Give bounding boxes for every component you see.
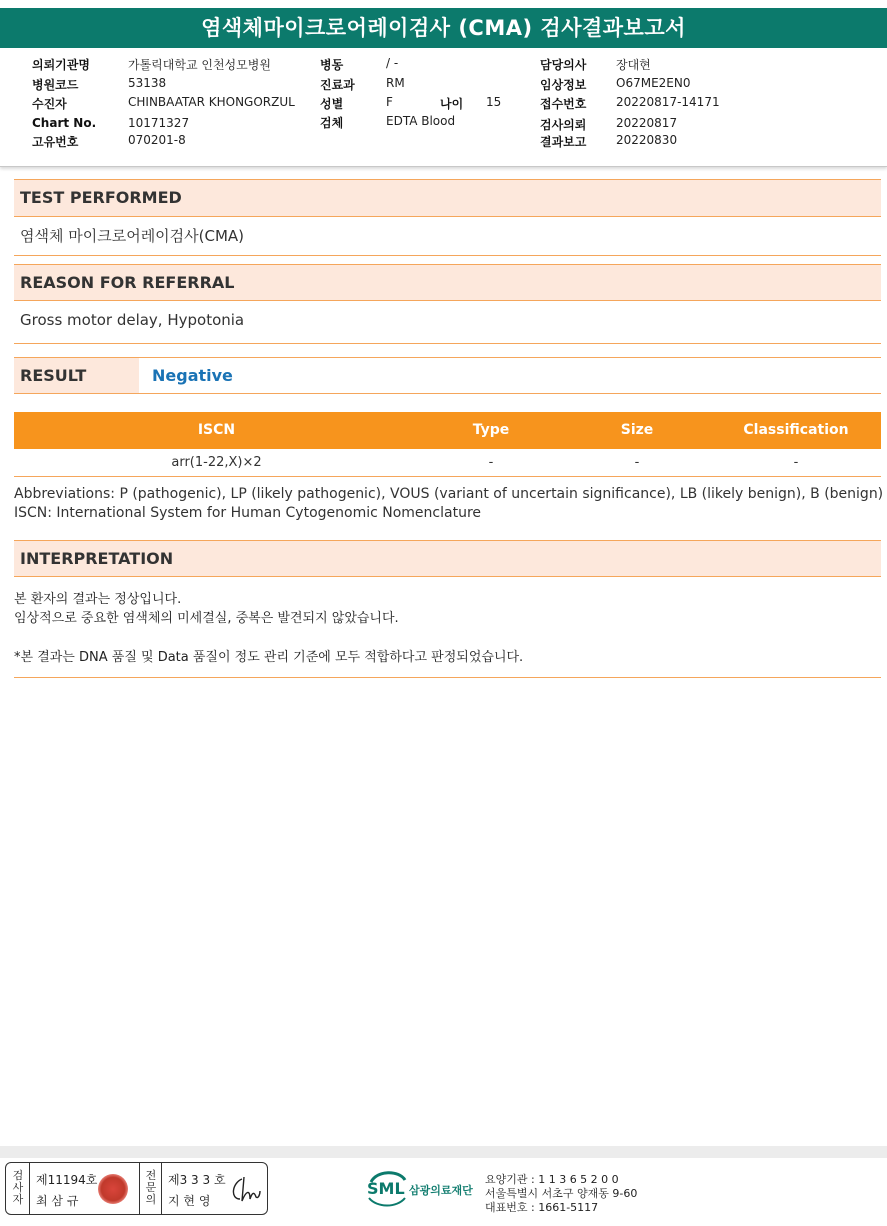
unique-value: 070201-8: [128, 133, 186, 147]
test-performed-heading: TEST PERFORMED: [14, 179, 881, 217]
cell-classification: -: [793, 455, 799, 470]
examiner-char: 검: [12, 1169, 24, 1182]
examiner-seal-icon: [98, 1174, 128, 1204]
specialist-cell: [162, 1163, 267, 1214]
examiner-label-cell: [6, 1163, 30, 1214]
org-address: 서울특별시 서초구 양재동 9-60: [485, 1187, 638, 1200]
results-table-header: [14, 412, 881, 449]
age-label: 나이: [440, 97, 464, 111]
specialist-char: 전: [145, 1169, 157, 1182]
result-value: Negative: [152, 366, 233, 385]
col-classification: Classification: [743, 422, 849, 438]
examiner-char: 자: [12, 1193, 24, 1206]
specialist-name: 지 현 영: [168, 1194, 211, 1208]
specialist-label-cell: [140, 1163, 162, 1214]
org-phone: 대표번호 : 1661-5117: [485, 1201, 599, 1214]
abbreviations-line: Abbreviations: P (pathogenic), LP (likely pathogenic), VOUS (variant of uncertain significance), LB (likely benign), B (benign): [14, 486, 884, 502]
request-value: 20220817: [616, 116, 678, 130]
result-row: [14, 357, 881, 394]
specimen-value: EDTA Blood: [386, 114, 456, 128]
clinical-value: O67ME2EN0: [616, 76, 691, 90]
receipt-label: 접수번호: [540, 97, 587, 111]
divider: [14, 255, 881, 256]
col-size: Size: [620, 422, 654, 438]
test-performed-value: 염색체 마이크로어레이검사(CMA): [20, 227, 245, 245]
cell-type: -: [488, 455, 494, 470]
examiner-no: 제11194호: [36, 1173, 98, 1187]
specialist-char: 의: [145, 1193, 157, 1206]
footer-bar: [0, 1146, 887, 1158]
patient-info-panel: [0, 50, 887, 167]
report-label: 결과보고: [540, 135, 587, 149]
sex-value: F: [386, 95, 393, 109]
logo-text: SML: [367, 1179, 405, 1198]
table-row: [14, 449, 881, 477]
iscn-definition: ISCN: International System for Human Cytogenomic Nomenclature: [14, 505, 482, 521]
sex-label: 성별: [320, 97, 344, 111]
request-label: 검사의뢰: [540, 118, 587, 132]
interpretation-line: 본 환자의 결과는 정상입니다.: [14, 592, 182, 607]
interpretation-note: *본 결과는 DNA 품질 및 Data 품질이 정도 관리 기준에 모두 적합하다고 판정되었습니다.: [14, 650, 524, 665]
divider: [14, 677, 881, 678]
examiner-char: 사: [12, 1181, 24, 1194]
org-code: 요양기관 : 1 1 3 6 5 2 0 0: [485, 1173, 619, 1186]
patient-label: 수진자: [32, 97, 67, 111]
org-name: 삼광의료재단: [409, 1184, 473, 1197]
report-title: 염색체마이크로어레이검사 (CMA) 검사결과보고서: [0, 8, 887, 48]
hospital-code-label: 병원코드: [32, 78, 79, 92]
signature-box: [5, 1162, 268, 1215]
result-label: RESULT: [14, 358, 139, 393]
specimen-label: 검체: [320, 116, 344, 130]
institution-label: 의뢰기관명: [32, 58, 90, 72]
examiner-name: 최 삼 규: [36, 1194, 79, 1208]
cell-iscn: arr(1-22,X)×2: [171, 455, 262, 470]
institution-value: 가톨릭대학교 인천성모병원: [128, 58, 271, 72]
ward-value: / -: [386, 56, 399, 70]
specialist-char: 문: [145, 1181, 157, 1194]
age-value: 15: [486, 95, 502, 109]
receipt-value: 20220817-14171: [616, 95, 720, 109]
col-type: Type: [472, 422, 510, 438]
doctor-value: 장대현: [616, 58, 651, 72]
dept-label: 진료과: [320, 78, 355, 92]
referral-value: Gross motor delay, Hypotonia: [20, 311, 245, 329]
hospital-code-value: 53138: [128, 76, 167, 90]
dept-value: RM: [386, 76, 405, 90]
patient-name: CHINBAATAR KHONGORZUL: [128, 95, 295, 109]
unique-label: 고유번호: [32, 135, 79, 149]
divider: [14, 343, 881, 344]
referral-heading: REASON FOR REFERRAL: [14, 264, 881, 301]
chart-label: Chart No.: [32, 116, 97, 130]
signature-icon: [228, 1173, 262, 1205]
interpretation-heading: INTERPRETATION: [14, 540, 881, 577]
examiner-cell: [30, 1163, 140, 1214]
cell-size: -: [634, 455, 640, 470]
report-value: 20220830: [616, 133, 678, 147]
ward-label: 병동: [320, 58, 344, 72]
col-iscn: ISCN: [197, 422, 236, 438]
clinical-label: 임상정보: [540, 78, 587, 92]
specialist-no: 제3 3 3 호: [168, 1173, 226, 1187]
chart-value: 10171327: [128, 116, 190, 130]
interpretation-line: 임상적으로 중요한 염색체의 미세결실, 중복은 발견되지 않았습니다.: [14, 611, 399, 626]
doctor-label: 담당의사: [540, 58, 587, 72]
